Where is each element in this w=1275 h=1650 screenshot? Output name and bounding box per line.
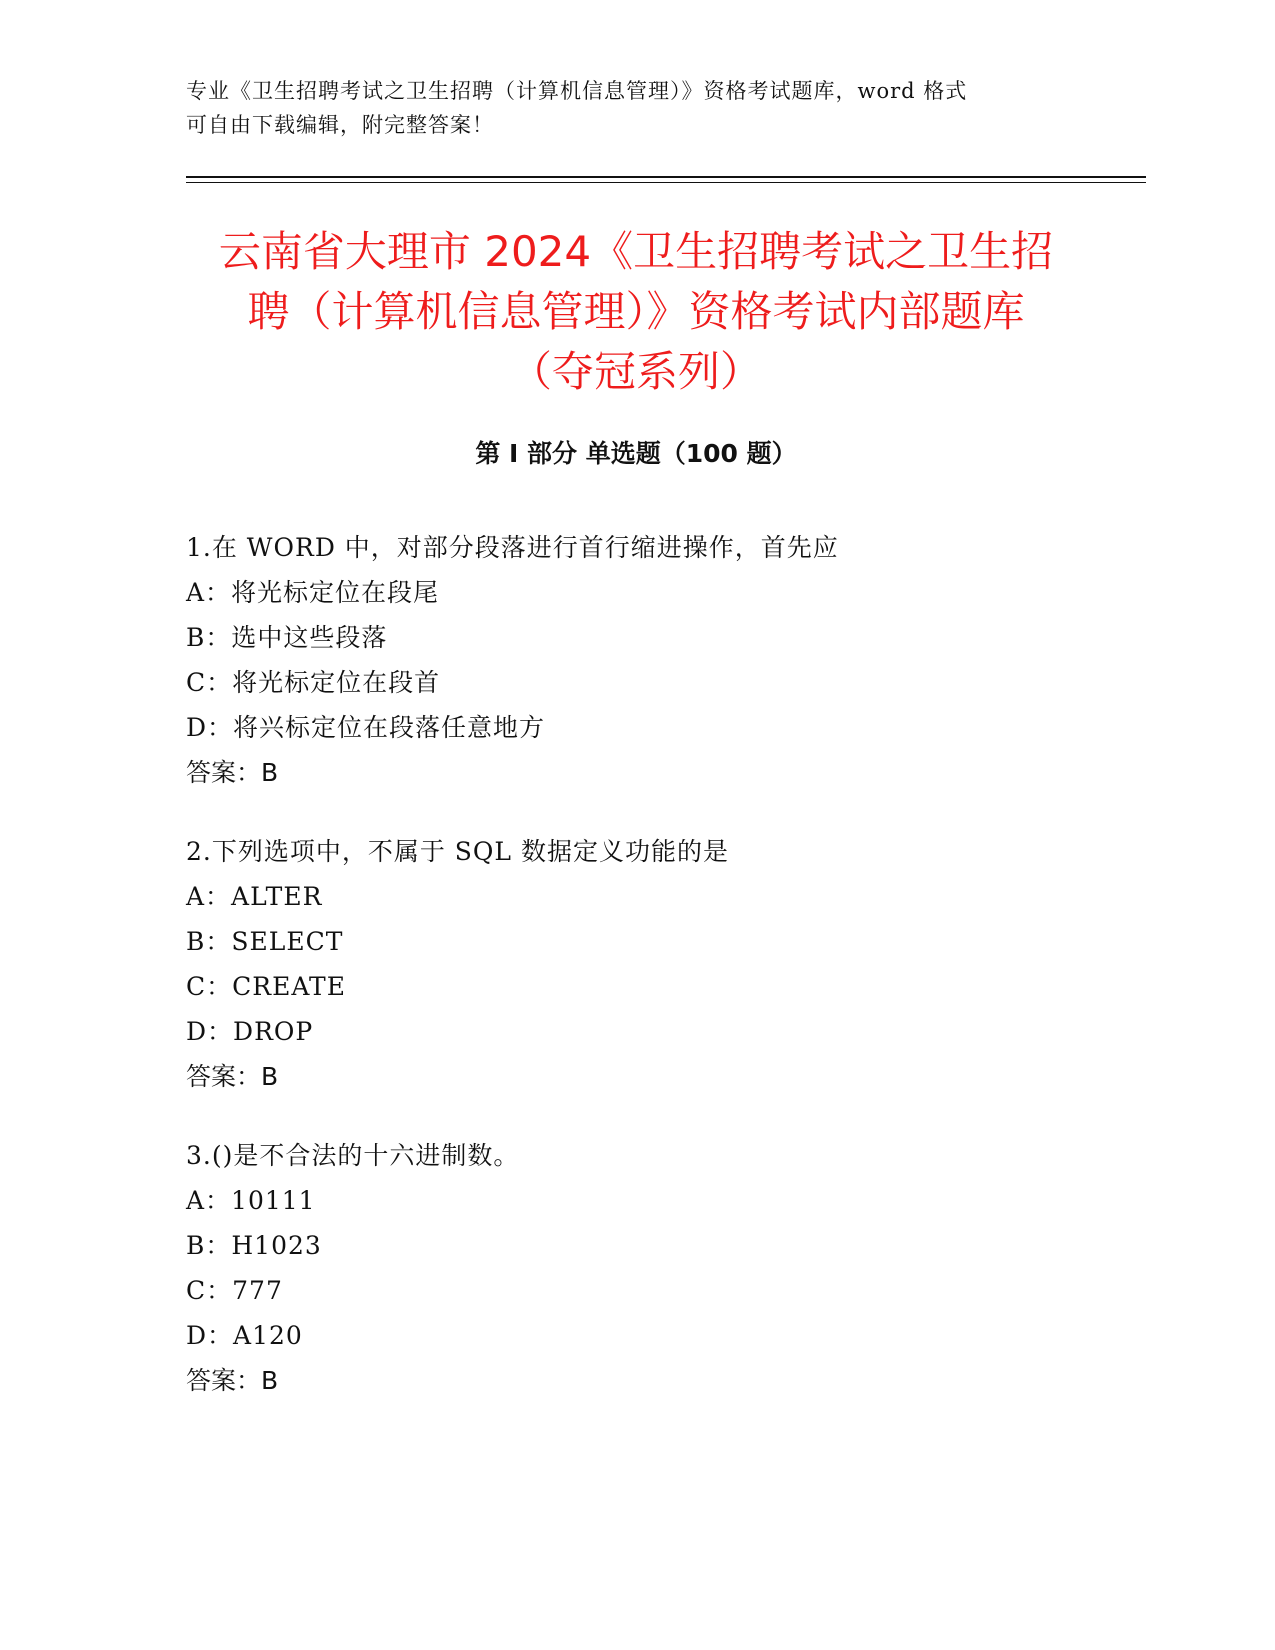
question-stem: 3.()是不合法的十六进制数。: [186, 1141, 520, 1170]
document-title-line-2: 聘（计算机信息管理）》资格考试内部题库: [247, 287, 1025, 336]
document-title-line-1: 云南省大理市 2024《卫生招聘考试之卫生招: [218, 227, 1054, 276]
question-option: D：DROP: [186, 1017, 314, 1046]
header-note: [186, 74, 1066, 142]
question-option: D：A120: [186, 1321, 303, 1350]
question-option: D：将兴标定位在段落任意地方: [186, 713, 546, 742]
question-list: [186, 525, 1086, 1437]
header-note-line-2: 可自由下载编辑，附完整答案！: [186, 113, 494, 137]
question-option: A：10111: [186, 1186, 316, 1215]
question-answer: 答案：B: [186, 758, 279, 787]
question-item: [186, 525, 1086, 795]
header-note-line-1: 专业《卫生招聘考试之卫生招聘（计算机信息管理）》资格考试题库，word 格式: [186, 79, 968, 103]
question-option: C：将光标定位在段首: [186, 668, 441, 697]
question-answer: 答案：B: [186, 1366, 279, 1395]
question-item: [186, 1133, 1086, 1403]
question-stem: 2.下列选项中，不属于 SQL 数据定义功能的是: [186, 837, 729, 866]
document-title-line-3: （夺冠系列）: [509, 347, 762, 396]
question-option: A：ALTER: [186, 882, 323, 911]
question-option: B：H1023: [186, 1231, 322, 1260]
question-answer: 答案：B: [186, 1062, 279, 1091]
header-rule-thick: [186, 176, 1146, 178]
question-item: [186, 829, 1086, 1099]
question-option: A：将光标定位在段尾: [186, 578, 440, 607]
question-option: C：CREATE: [186, 972, 346, 1001]
header-rule-thin: [186, 182, 1146, 183]
question-option: B：选中这些段落: [186, 623, 388, 652]
question-option: C：777: [186, 1276, 283, 1305]
question-option: B：SELECT: [186, 927, 344, 956]
question-stem: 1.在 WORD 中，对部分段落进行首行缩进操作，首先应: [186, 533, 839, 562]
document-title: [186, 222, 1086, 402]
section-title: 第 I 部分 单选题（100 题）: [475, 439, 797, 468]
